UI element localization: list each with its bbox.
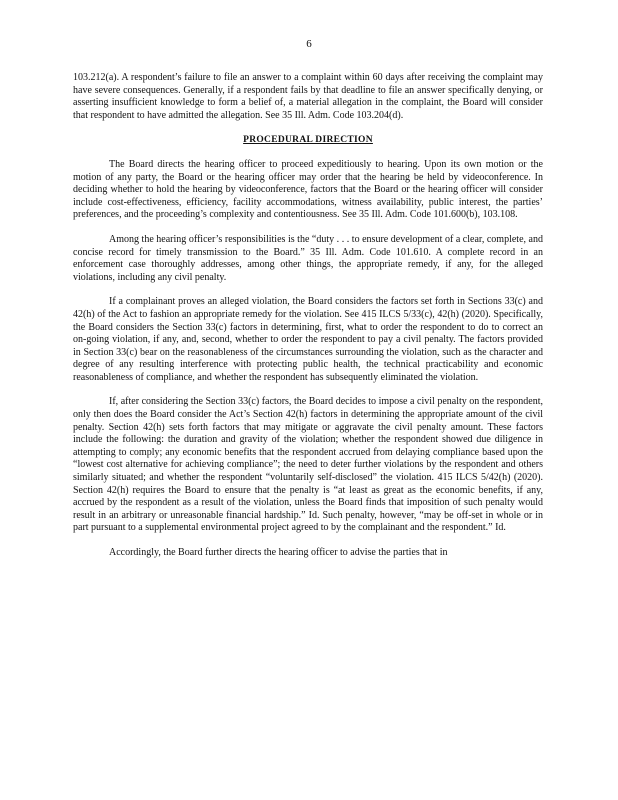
paragraph-accordingly: Accordingly, the Board further directs the hearing officer to advise the parties that in: [109, 547, 448, 558]
document-body: [73, 72, 543, 572]
section-heading: [73, 134, 543, 147]
paragraph-section-33c: If a complainant proves an alleged violation, the Board considers the factors set forth in Sections 33(c) and 42(h) of the Act to fashion an appropriate remedy for the violation. See 415 ILCS 5/33(c), 42(h) (2020). Specifically, the Board considers the Section 33(c) factors in determining, first, what to order the respondent to do to correct an on-going violation, if any, and, second, whether to order the respondent to pay a civil penalty. The factors provided in Section 33(c) bear on the reasonableness of the circumstances surrounding the violation, such as the character and degree of any resulting interference with protecting public health, the technical practicability and economic reasonableness of compliance, and whether the respondent has subsequently eliminated the violation.: [73, 296, 543, 383]
intro-paragraph: 103.212(a). A respondent’s failure to file an answer to a complaint within 60 days after receiving the complaint may have severe consequences. Generally, if a respondent fails by that deadline to file an answer specifically denying, or asserting insufficient knowledge to form a belief of, a material allegation in the complaint, the Board will consider that respondent to have admitted the allegation. See 35 Ill. Adm. Code 103.204(d).: [73, 72, 543, 121]
page-number: 6: [306, 38, 312, 50]
paragraph-hearing: The Board directs the hearing officer to proceed expeditiously to hearing. Upon its own motion or the motion of any party, the Board or the hearing officer may order that the hearing be held by videoconference. In deciding whether to hold the hearing by videoconference, factors that the Board or the hearing officer will consider include cost-effectiveness, efficiency, facility accommodations, witness availability, public interest, the parties’ preferences, and the proceeding’s complexity and contentiousness. See 35 Ill. Adm. Code 101.600(b), 103.108.: [73, 158, 543, 221]
paragraph-hearing-officer: Among the hearing officer’s responsibilities is the “duty . . . to ensure development of a clear, complete, and concise record for timely transmission to the Board.” 35 Ill. Adm. Code 101.610. A complete record in an enforcement case thoroughly addresses, among other things, the appropriate remedy, if any, for the alleged violations, including any civil penalty.: [73, 233, 543, 283]
paragraph-section-42h: If, after considering the Section 33(c) factors, the Board decides to impose a civil penalty on the respondent, only then does the Board consider the Act’s Section 42(h) factors in determining the appropriate amount of the civil penalty. Section 42(h) sets forth factors that may mitigate or aggravate the civil penalty amount. These factors include the following: the duration and gravity of the violation; whether the respondent showed due diligence in attempting to comply; any economic benefits that the respondent accrued from delaying compliance based upon the “lowest cost alternative for achieving compliance”; the need to deter further violations by the respondent and others similarly situated; and whether the respondent “voluntarily self-disclosed” the violation. 415 ILCS 5/42(h) (2020). Section 42(h) requires the Board to ensure that the penalty is “at least as great as the economic benefits, if any, accrued by the respondent as a result of the violation, unless the Board finds that imposition of such penalty would result in an arbitrary or unreasonable financial hardship.” Id. Such penalty, however, “may be off-set in whole or in part pursuant to a supplemental environmental project agreed to by the complainant and the respondent.” Id.: [73, 396, 543, 534]
section-heading-text: PROCEDURAL DIRECTION: [243, 135, 373, 146]
